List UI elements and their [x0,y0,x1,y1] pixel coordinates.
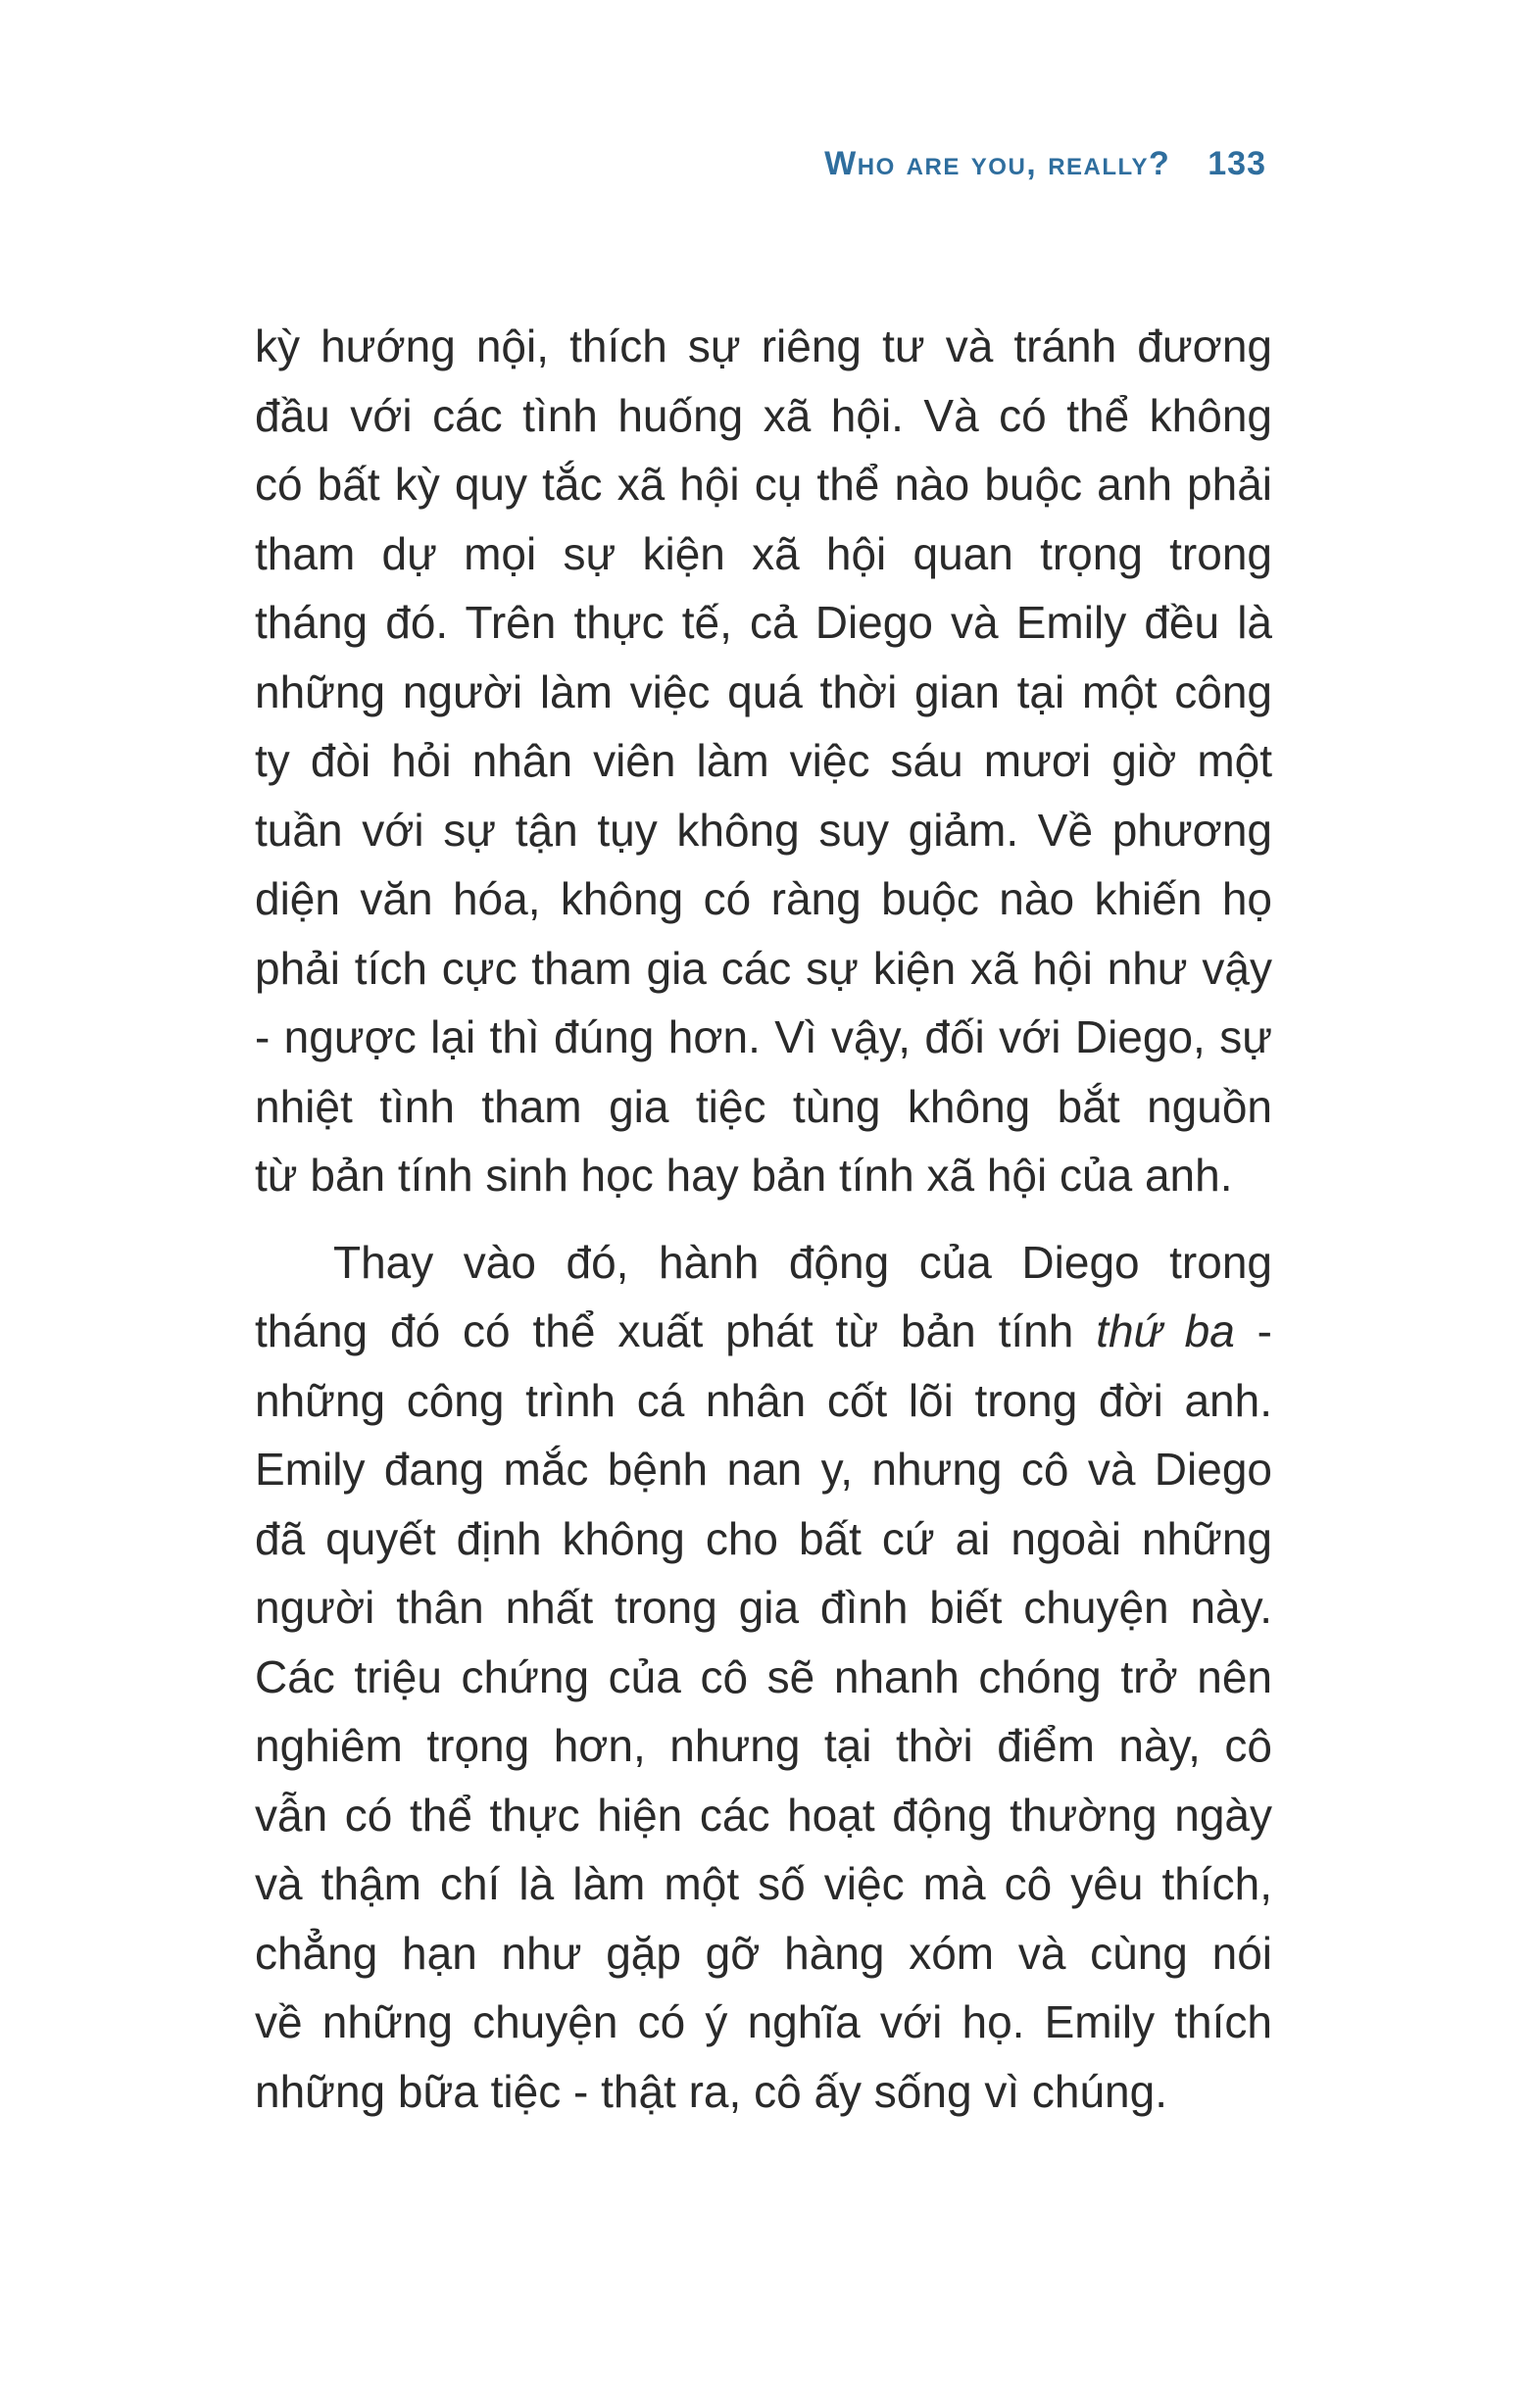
text-line: có bất kỳ quy tắc xã hội cụ thể nào buộc anh phải [255,459,1272,510]
text-line: Thay vào đó, hành động của Diego trong [333,1236,1272,1288]
text-line: đã quyết định không cho bất cứ ai ngoài những [255,1512,1272,1564]
text-line: Các triệu chứng của cô sẽ nhanh chóng trở nên [255,1650,1272,1702]
paragraph-gap [255,1210,1272,1228]
text-line: kỳ hướng nội, thích sự riêng tư và tránh đương [255,320,1272,371]
text-line: từ bản tính sinh học hay bản tính xã hội của anh. [255,1150,1233,1201]
text-line: những người làm việc quá thời gian tại một công [255,665,1272,717]
text-line: tham dự mọi sự kiện xã hội quan trọng trong [255,527,1272,579]
text-line: người thân nhất trong gia đình biết chuyện này. [255,1582,1272,1633]
text-segment: tháng đó có thể xuất phát từ bản tính [255,1305,1097,1356]
paragraph-1 [255,312,1272,1210]
running-header [824,145,1266,183]
text-line: phải tích cực tham gia các sự kiện xã hội như vậy [255,942,1272,994]
text-line: diện văn hóa, không có ràng buộc nào khiến họ [255,873,1272,924]
text-line: nghiêm trọng hơn, nhưng tại thời điểm này, cô [255,1720,1272,1771]
text-line: về những chuyện có ý nghĩa với họ. Emily thích [255,1996,1272,2047]
text-line: vẫn có thể thực hiện các hoạt động thường ngày [255,1789,1272,1841]
text-segment: - [1234,1305,1272,1356]
text-line: - ngược lại thì đúng hơn. Vì vậy, đối với Diego, sự [255,1011,1272,1062]
text-line-with-italic [255,1297,1272,1366]
text-line: ty đòi hỏi nhân viên làm việc sáu mươi giờ một [255,735,1272,786]
text-line: đầu với các tình huống xã hội. Và có thể không [255,389,1272,441]
text-line: những công trình cá nhân cốt lõi trong đời anh. [255,1374,1272,1426]
italic-term: thứ ba [1096,1305,1235,1356]
text-line: và thậm chí là làm một số việc mà cô yêu thích, [255,1858,1272,1909]
text-line: những bữa tiệc - thật ra, cô ấy sống vì chúng. [255,2065,1168,2117]
page-number: 133 [1208,145,1266,182]
body-text [255,312,1272,2126]
paragraph-2 [255,1228,1272,2127]
text-line: nhiệt tình tham gia tiệc tùng không bắt nguồn [255,1080,1272,1132]
text-line: tháng đó. Trên thực tế, cả Diego và Emily đều là [255,597,1272,648]
text-line: Emily đang mắc bệnh nan y, nhưng cô và Diego [255,1444,1272,1495]
text-line: chẳng hạn như gặp gỡ hàng xóm và cùng nói [255,1927,1272,1979]
running-title: Who are you, really? [824,145,1171,182]
text-line: tuần với sự tận tụy không suy giảm. Về phương [255,804,1272,856]
